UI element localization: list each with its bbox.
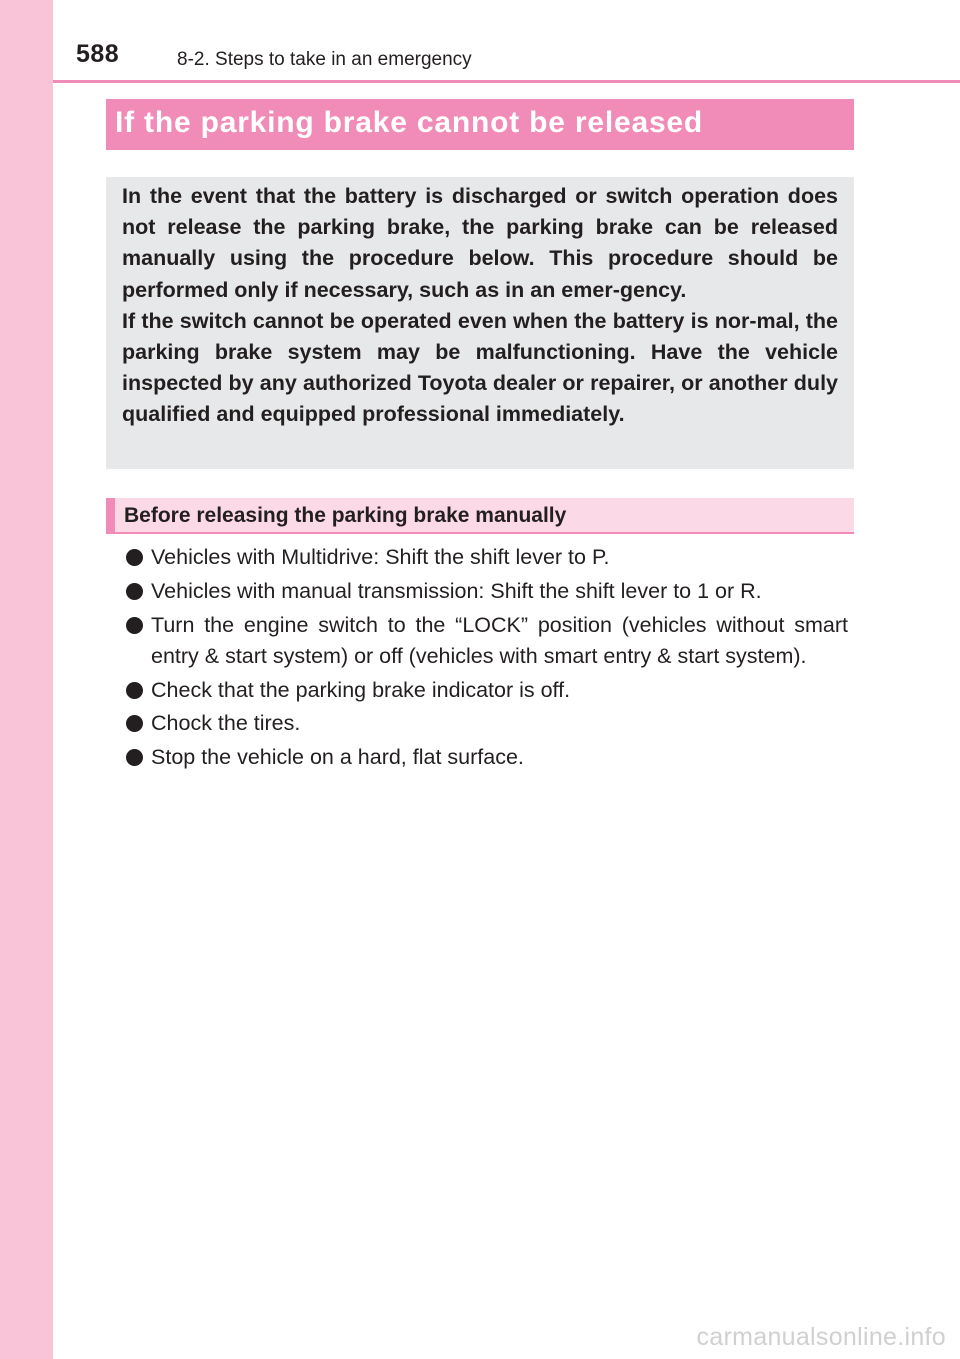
bullet-icon [126,749,143,766]
bullet-icon [126,682,143,699]
list-item [126,708,848,739]
page-title: If the parking brake cannot be released [115,106,704,139]
list-item-text: Vehicles with Multidrive: Shift the shift lever to P. [151,545,610,569]
list-item-text: Vehicles with manual transmission: Shift the shift lever to 1 or R. [151,578,762,603]
list-item [126,542,848,573]
list-item [126,742,848,773]
list-item-text: Check that the parking brake indicator is off. [151,677,571,702]
intro-paragraph-1: In the event that the battery is discharged or switch operation does not release the parking brake, the parking brake can be released manually using the procedure below. This procedure should be performed only if necessary, such as in an emer-gency. [122,184,838,302]
bullet-icon [126,617,143,634]
intro-box [106,177,854,469]
side-strip [0,0,53,1359]
list-item [126,675,848,706]
bullet-icon [126,549,143,566]
intro-paragraph-2: If the switch cannot be operated even when the battery is nor-mal, the parking brake system may be malfunctioning. Have the vehicle inspected by any authorized Toyota dealer or repairer, or another duly qualified and equipped professional immediately. [122,308,838,427]
bullet-list [126,542,848,776]
section-label: 8-2. Steps to take in an emergency [177,49,472,70]
list-item [126,610,848,673]
watermark: carmanualsonline.info [696,1323,946,1351]
list-item-text: Chock the tires. [151,711,301,736]
list-item-text: Turn the engine switch to the “LOCK” position (vehicles without smart entry & start system) or off (vehicles with smart entry & start system). [151,612,848,668]
bullet-icon [126,715,143,732]
bullet-icon [126,583,143,600]
list-item-text: Stop the vehicle on a hard, flat surface. [151,745,524,770]
header-divider [53,80,960,83]
list-item [126,576,848,607]
subheading-bar [106,498,854,534]
subheading: Before releasing the parking brake manually [124,504,567,527]
page-number: 588 [76,40,120,68]
title-bar [106,99,854,150]
